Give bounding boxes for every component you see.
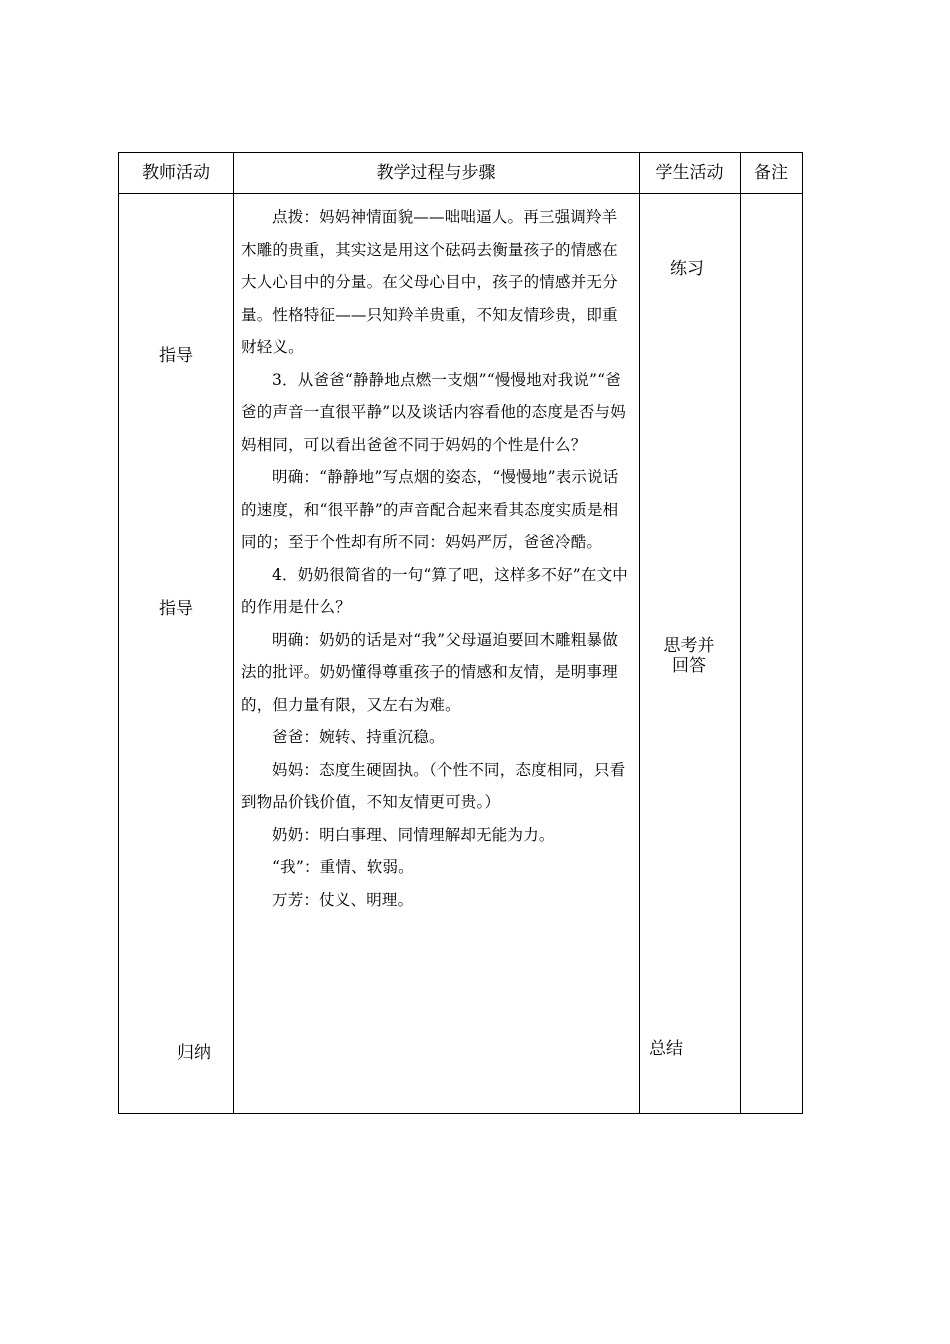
content-paragraph: 万芳：仗义、明理。 bbox=[272, 890, 414, 909]
header-student-activity: 学生活动 bbox=[655, 163, 724, 183]
column-divider bbox=[639, 153, 640, 1113]
content-paragraph: 奶奶：明白事理、同情理解却无能为力。 bbox=[272, 825, 555, 844]
column-divider bbox=[740, 153, 741, 1113]
student-activity-think-line: 思考并 bbox=[663, 636, 715, 656]
student-activity-think-answer bbox=[649, 636, 729, 676]
content-paragraph: 3．从爸爸“静静地点燃一支烟”“慢慢地对我说”“爸爸的声音一直很平静”以及谈话内容看他的态度是否与妈妈相同，可以看出爸爸不同于妈妈的个性是什么？ bbox=[241, 370, 626, 454]
content-paragraph: 妈妈：态度生硬固执。（个性不同，态度相同，只看到物品价钱价值，不知友情更可贵。） bbox=[241, 760, 626, 811]
process-content bbox=[241, 201, 633, 916]
content-paragraph: “我”：重情、软弱。 bbox=[272, 858, 414, 876]
content-paragraph: 爸爸：婉转、持重沉稳。 bbox=[272, 728, 445, 746]
teacher-activity-guide: 指导 bbox=[159, 599, 193, 619]
teacher-activity-summarize: 归纳 bbox=[177, 1043, 211, 1063]
student-activity-conclude: 总结 bbox=[649, 1039, 683, 1059]
student-activity-practice: 练习 bbox=[670, 259, 704, 279]
content-paragraph: 点拨：妈妈神情面貌——咄咄逼人。再三强调羚羊木雕的贵重，其实这是用这个砝码去衡量孩子的情感在大人心目中的分量。在父母心目中，孩子的情感并无分量。性格特征——只知羚羊贵重，不知友情珍贵，即重财轻义。 bbox=[241, 208, 618, 356]
lesson-table bbox=[118, 152, 803, 1114]
content-paragraph: 明确：奶奶的话是对“我”父母逼迫要回木雕粗暴做法的批评。奶奶懂得尊重孩子的情感和友情，是明事理的，但力量有限，又左右为难。 bbox=[241, 630, 618, 714]
student-activity-answer-line: 回答 bbox=[672, 656, 706, 676]
header-teacher-activity: 教师活动 bbox=[142, 163, 210, 183]
content-paragraph: 明确：“静静地”写点烟的姿态，“慢慢地”表示说话的速度，和“很平静”的声音配合起来看其态度实质是相同的；至于个性却有所不同：妈妈严厉，爸爸冷酷。 bbox=[241, 468, 619, 551]
header-notes: 备注 bbox=[754, 163, 788, 183]
content-paragraph: 4．奶奶很简省的一句“算了吧，这样多不好”在文中的作用是什么？ bbox=[241, 565, 629, 616]
header-process-steps: 教学过程与步骤 bbox=[376, 163, 496, 183]
header-divider bbox=[119, 193, 802, 194]
column-divider bbox=[233, 153, 234, 1113]
teacher-activity-guide: 指导 bbox=[159, 346, 193, 366]
